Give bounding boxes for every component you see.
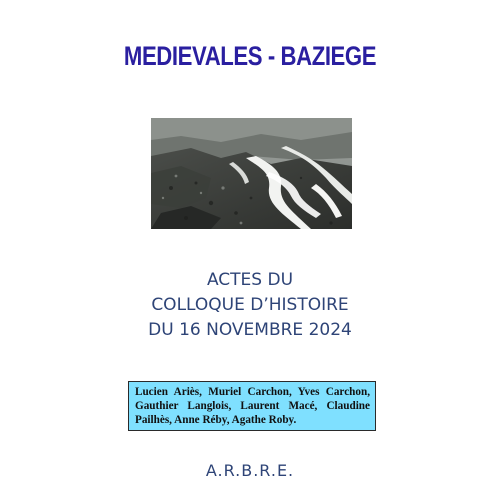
subtitle-line: DU 16 NOVEMBRE 2024: [148, 320, 352, 340]
authors-box: [128, 381, 376, 431]
cover-photo: [151, 118, 352, 229]
publisher-name: A.R.B.R.E.: [205, 461, 295, 480]
subtitle-line: COLLOQUE D’HISTOIRE: [151, 295, 349, 315]
colloquium-subtitle: [0, 268, 500, 343]
rock-landscape-photo-icon: [151, 118, 352, 229]
subtitle-line: ACTES DU: [206, 270, 294, 290]
cover-title: MEDIEVALES - BAZIEGE: [123, 41, 377, 71]
authors-list: Lucien Ariès, Muriel Carchon, Yves Carchon, Gauthier Langlois, Laurent Macé, Claudine Pailhès, Anne Réby, Agathe Roby.: [135, 386, 370, 426]
